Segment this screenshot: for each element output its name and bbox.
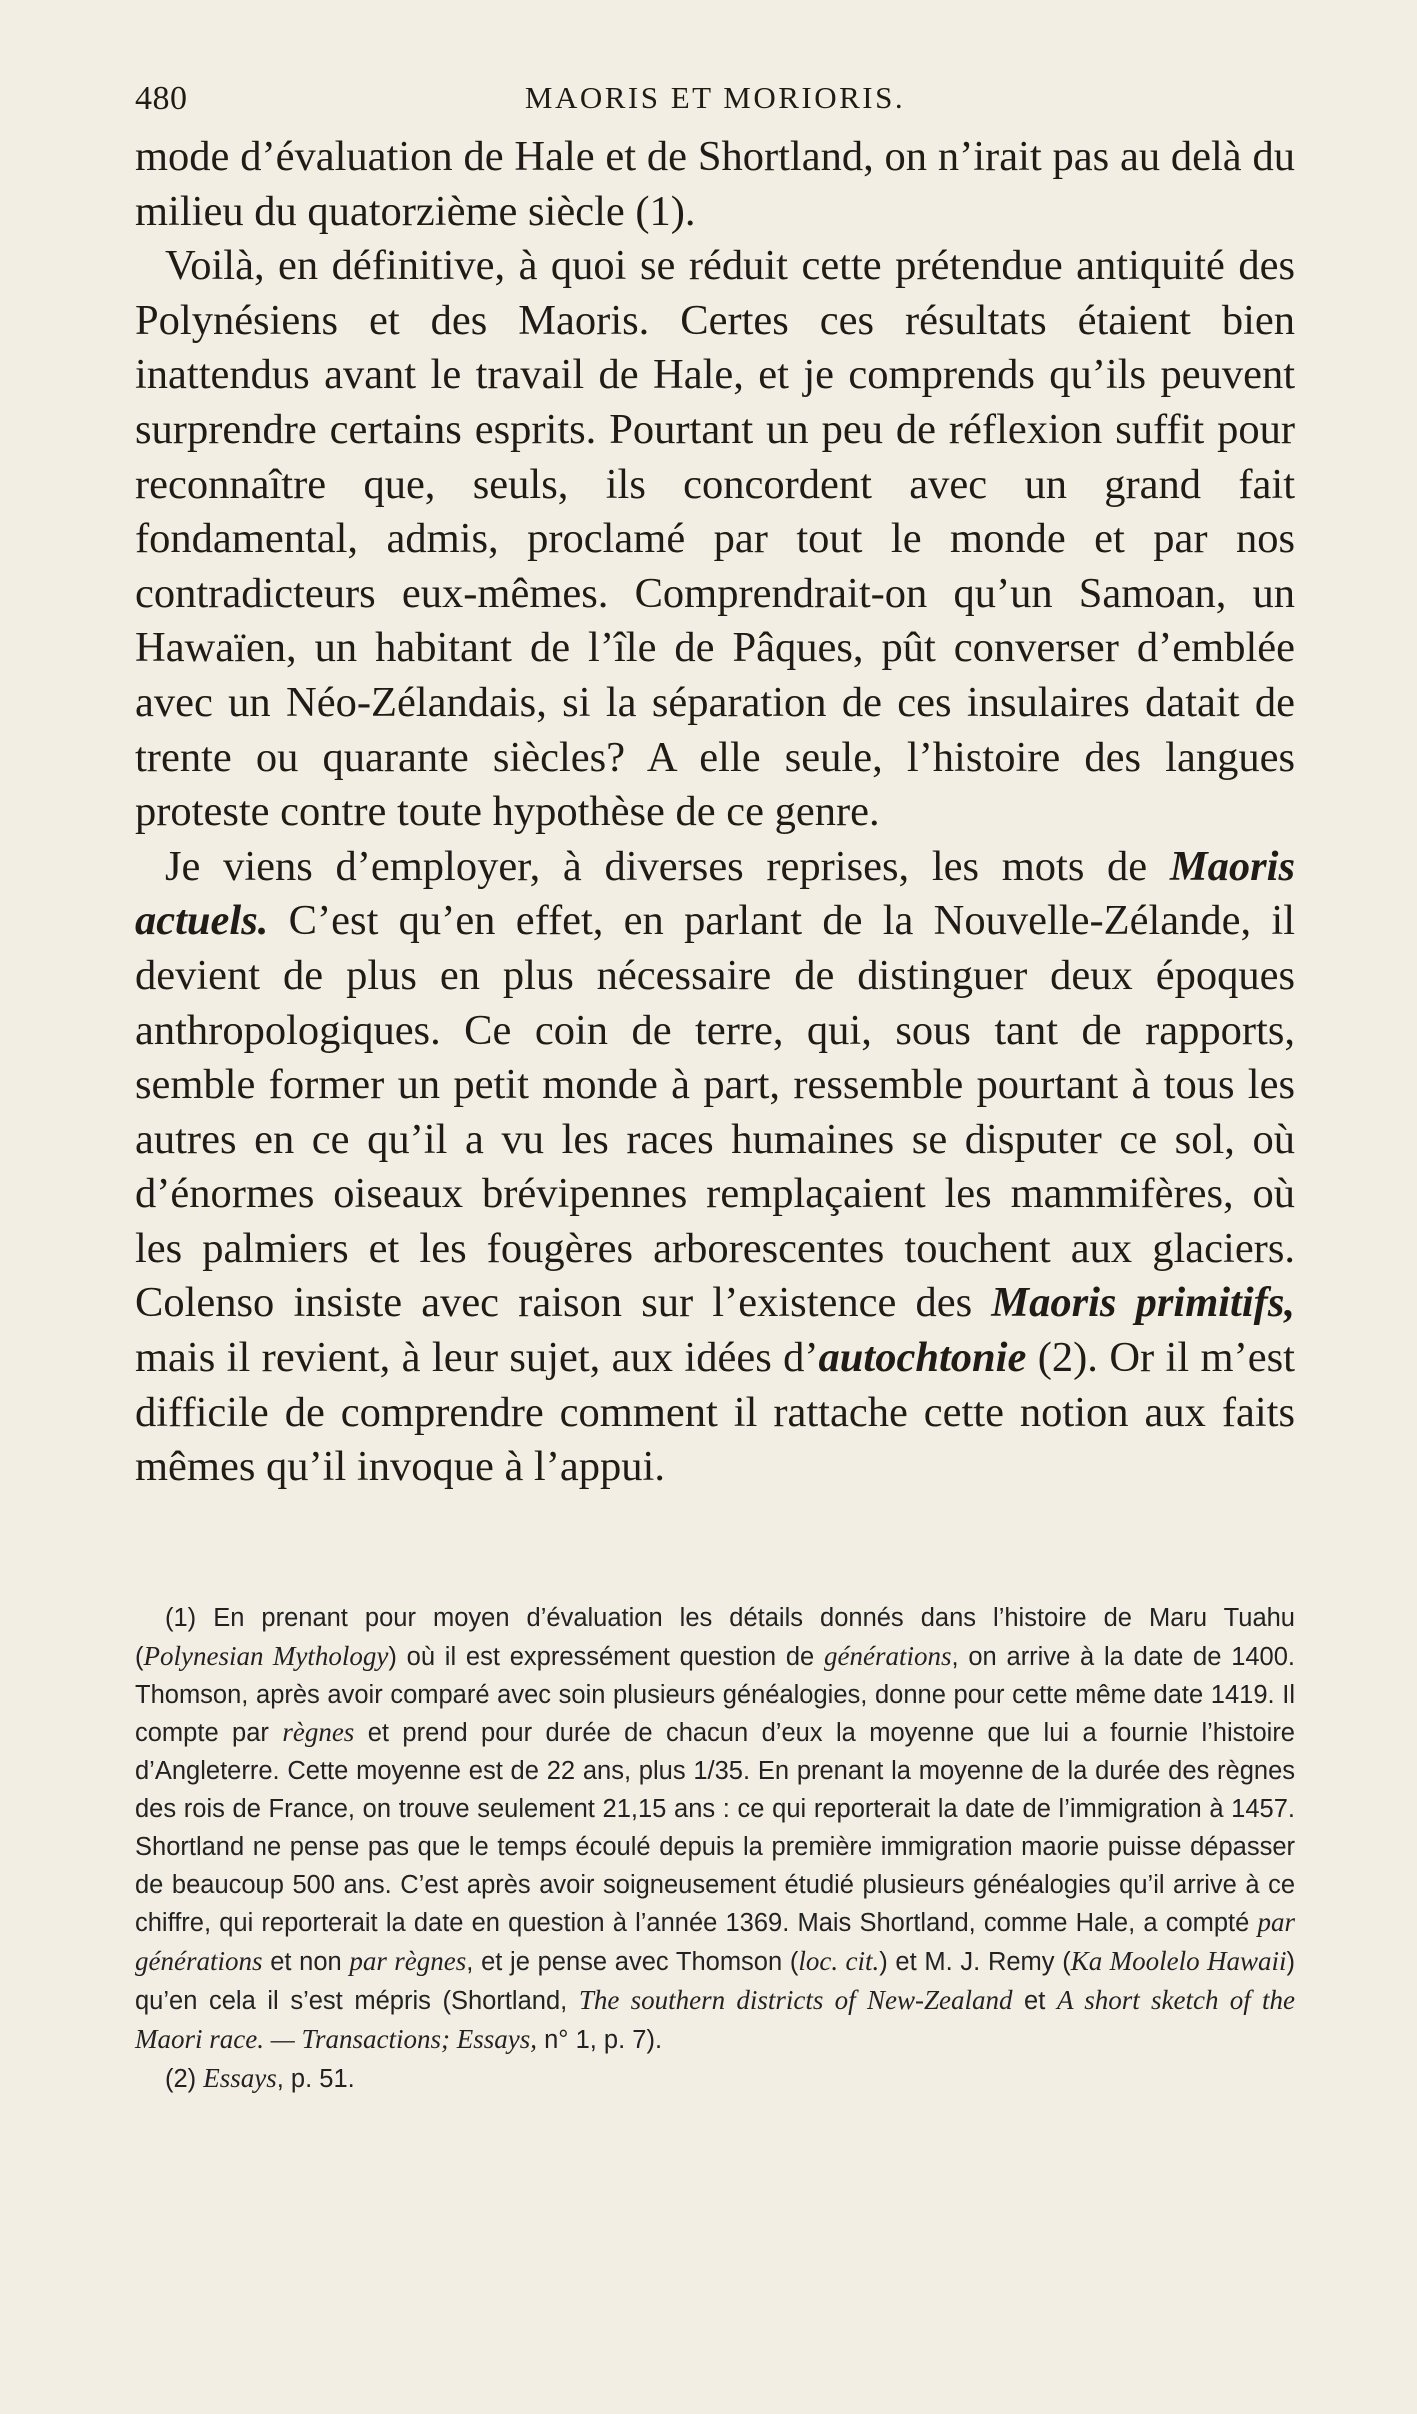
footnote-2-text: , p. 51. [276,2064,355,2093]
footnote-1-text: ) et M. J. Remy ( [879,1948,1071,1977]
footnote-italic: par règnes [349,1946,467,1977]
footnote-italic: générations [824,1640,952,1671]
paragraph-2: Voilà, en définitive, à quoi se réduit cette prétendue antiquité des Polynésiens et des Maoris. Certes ces résultats étaient bien inattendus avant le travail de Hale, et je comprends qu’ils peuvent surprendre certains esprits. Pourtant un peu de réflexion suffit pour reconnaître que, seuls, ils concordent avec un grand fait fondamental, admis, proclamé par tout le monde et par nos contradicteurs eux-mêmes. Comprendrait-on qu’un Samoan, un Hawaïen, un habitant de l’île de Pâques, pût converser d’emblée avec un Néo-Zélandais, si la séparation de ces insulaires datait de trente ou quarante siècles? A elle seule, l’histoire des langues proteste contre toute hypothèse de ce genre. [135,242,1295,836]
footnote-1-text: (1) En prenant pour moyen d’évaluation les détails donnés dans l’histoire de Maru Tuahu ( [135,1604,1295,1671]
paragraph-1: mode d’évaluation de Hale et de Shortland, on n’irait pas au delà du milieu du quatorzième siècle (1). [135,133,1295,235]
italic-autochtonie: autochtonie [818,1334,1027,1382]
footnote-italic: Essays [203,2062,277,2093]
footnote-italic: Ka Moolelo Hawaii [1070,1946,1287,1977]
footnote-italic: loc. cit. [798,1946,880,1977]
footnote-italic: A short sketch of the Maori race. — Transactions; Essays, [135,1984,1295,2054]
footnote-2-text: (2) [165,2064,204,2093]
paragraph-3-text-c: mais il revient, à leur sujet, aux idées d’ [135,1334,819,1382]
footnote-1-text: , et je pense avec Thomson ( [466,1948,799,1977]
footnote-2 [135,2060,1295,2099]
page-header [135,80,1295,130]
paragraph-3-text-a: Je viens d’employer, à diverses reprises, les mots de [165,842,1170,890]
footnote-1-text: n° 1, p. 7). [537,2025,663,2054]
footnote-1-text: ) où il est expressément question de [388,1642,824,1671]
paragraph-3-text-d: (2). Or il m’est difficile de comprendre comment il rattache cette notion aux faits mêmes qu’il invoque à l’appui. [135,1334,1295,1491]
footnote-1-text: et prend pour durée de chacun d’eux la moyenne que lui a fournie l’histoire d’Angleterre. Cette moyenne est de 22 ans, plus 1/35. En prenant la moyenne de la durée des règnes des rois de France, on trouve seulement 21,15 ans : ce qui reporterait la date de l’immigration à 1457. Shortland ne pense pas que le temps écoulé depuis la première immigration maorie puisse dépasser de beaucoup 500 ans. C’est après avoir soigneusement étudié plusieurs généalogies qu’il arrive à ce chiffre, qui reporterait la date en question à l’année 1369. Mais Shortland, comme Hale, a compté [135,1719,1295,1938]
footnote-italic: règnes [282,1717,355,1748]
footnote-1-text: ) qu’en cela il s’est mépris (Shortland, [135,1948,1295,2015]
footnote-italic: Polynesian Mythology [143,1640,389,1671]
paragraph-3 [135,840,1295,1495]
running-title: MAORIS ET MORIORIS. [524,80,906,115]
footnote-1-text: et [1012,1986,1057,2015]
main-text [135,130,1295,1495]
footnote-italic: The southern districts of New-Zealand [578,1984,1013,2015]
footnotes [135,1600,1295,2098]
footnote-italic: par générations [135,1907,1295,1977]
footnote-1 [135,1600,1295,2060]
footnote-1-text: et non [262,1948,350,1977]
italic-maoris-actuels: Maoris actuels. [135,842,1295,945]
page-number: 480 [135,80,188,117]
italic-maoris-primitifs: Maoris primitifs, [991,1279,1295,1327]
footnote-1-text: , on arrive à la date de 1400. Thomson, après avoir comparé avec soin plusieurs généalogies, donne pour cette même date 1419. Il compte par [135,1642,1296,1748]
paragraph-3-text-b: C’est qu’en effet, en parlant de la Nouvelle-Zélande, il devient de plus en plus nécessaire de distinguer deux époques anthropologiques. Ce coin de terre, qui, sous tant de rapports, semble former un petit monde à part, ressemble pourtant à tous les autres en ce qu’il a vu les races humaines se disputer ce sol, où d’énormes oiseaux brévipennes remplaçaient les mammifères, où les palmiers et les fougères arborescentes touchent aux glaciers. Colenso insiste avec raison sur l’existence des [135,897,1295,1327]
